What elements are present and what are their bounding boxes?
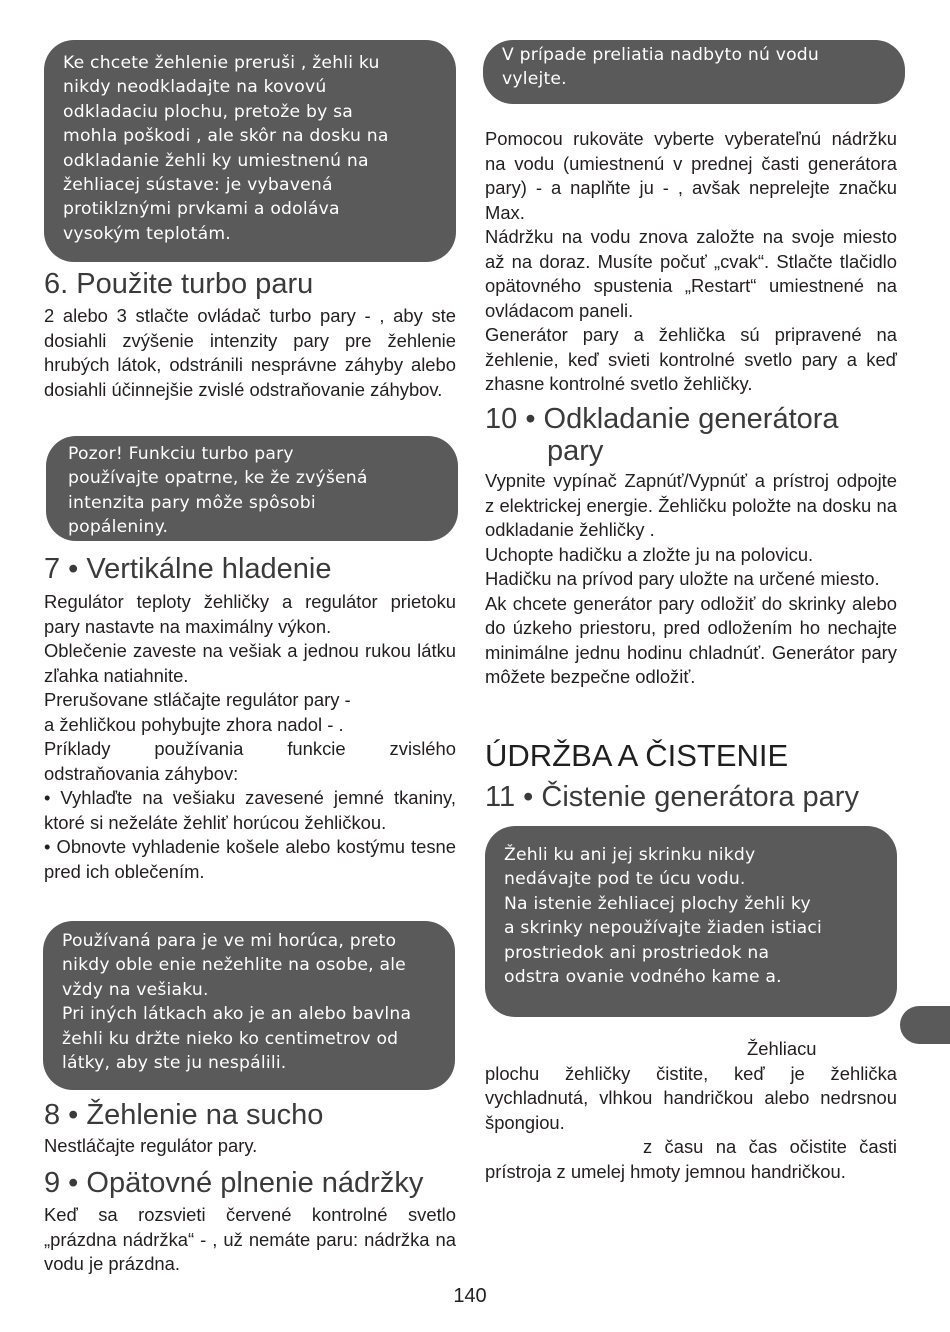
section-7-bullet-1: • Vyhlaďte na vešiaku zavesené jemné tkaniny, ktoré si neželáte žehliť horúcou žehličkou. — [44, 787, 456, 833]
section-10-body — [485, 469, 897, 690]
section-7-paragraph-2: Oblečenie zaveste na vešiak a jednou rukou látku zľahka natiahnite. — [44, 640, 456, 686]
section-10-paragraph-4: Ak chcete generátor pary odložiť do skrinky alebo do úzkeho priestoru, pred odložením ho nechajte minimálne jednu hodinu chladnúť. Generátor pary môžete bezpečne odložiť. — [485, 592, 897, 687]
section-10-paragraph-1: Vypnite vypínač Zapnúť/Vypnúť a prístroj odpojte z elektrickej energie. Žehličku položte na dosku na odkladanie žehličky . — [485, 470, 897, 540]
section-10-heading-wrap — [485, 403, 897, 467]
section-8-title: 8 • Žehlenie na sucho — [44, 1099, 324, 1131]
note-box-overfill — [483, 40, 905, 104]
section-10-title: 10 • Odkladanie generátora pary — [485, 403, 839, 467]
section-7-paragraph-4: a žehličkou pohybujte zhora nadol - . — [44, 713, 344, 735]
section-10-paragraph-2: Uchopte hadičku a zložte ju na polovicu. — [485, 543, 814, 565]
note-hot-steam-text: Používaná para je ve mi horúca, preto nikdy oble enie nežehlite na osobe, ale vždy na vešiaku. Pri iných látkach ako je an alebo bavlna žehli ku držte nieko ko centimetrov od látky, aby ste ju nespálili. — [62, 931, 412, 1074]
section-9-body — [44, 1203, 456, 1277]
note-box-turbo-warning — [46, 436, 458, 541]
section-7-paragraph-1: Regulátor teploty žehličky a regulátor prietoku pary nastavte na maximálny výkon. — [44, 591, 456, 637]
note-overfill-text: V prípade preliatia nadbyto nú vodu vylejte. — [502, 45, 820, 90]
note-box-hot-steam — [43, 921, 455, 1090]
section-8-paragraph: Nestláčajte regulátor pary. — [44, 1135, 258, 1156]
section-7-title: 7 • Vertikálne hladenie — [44, 553, 332, 585]
refill-paragraph-3: Generátor pary a žehlička sú pripravené na žehlenie, keď svieti kontrolné svetlo pary a keď zhasne kontrolné svetlo žehličky. — [485, 324, 897, 394]
section-9-title: 9 • Opätovné plnenie nádržky — [44, 1167, 424, 1199]
section-11-paragraph-1-start — [485, 1037, 897, 1062]
section-7-heading-wrap — [44, 553, 456, 585]
section-11-paragraph-1: plochu žehličky čistite, keď je žehlička vychladnutá, vlhkou handričkou alebo nedrsnou špongiou. — [485, 1062, 897, 1133]
section-11-body — [485, 1037, 897, 1184]
section-6-title: 6. Použite turbo paru — [44, 268, 314, 300]
section-11-lead-word: Žehliacu — [747, 1038, 817, 1059]
note-turbo-warning-text: Pozor! Funkciu turbo pary používajte opatrne, ke že zvýšená intenzita pary môže spôsobi popáleniny. — [68, 444, 368, 538]
main-heading-wrap — [485, 739, 897, 773]
section-7-body — [44, 590, 456, 884]
note-storage-text: Ke chcete žehlenie preruši , žehli ku nikdy neodkladajte na kovovú odkladaciu plochu, pretože by sa mohla poškodi , ale skôr na dosku na odkladanie žehli ky umiestnenú na žehliacej sústave: je vybavená protiklznými prvkami a odoláva vysokým teplotám. — [63, 53, 389, 244]
section-10-paragraph-3: Hadičku na prívod pary uložte na určené miesto. — [485, 568, 880, 589]
section-9-paragraph: Keď sa rozsvieti červené kontrolné svetlo „prázdna nádržka“ - , už nemáte paru: nádržka na vodu je prázdna. — [44, 1204, 456, 1274]
section-7-bullet-2: • Obnovte vyhladenie košele alebo kostýmu tesne pred ich oblečením. — [44, 836, 456, 882]
section-11-title: 11 • Čistenie generátora pary — [485, 781, 859, 813]
section-6-heading-wrap — [44, 268, 456, 300]
page-number: 140 — [453, 1285, 487, 1307]
note-box-cleaning — [485, 826, 897, 1017]
refill-paragraph-1: Pomocou rukoväte vyberte vyberateľnú nádržku na vodu (umiestnenú v prednej časti generátora pary) - a naplňte ju - , avšak neprelejte značku Max. — [485, 128, 897, 223]
chapter-tab-marker — [900, 1006, 950, 1044]
refill-paragraph-2: Nádržku na vodu znova založte na svoje miesto až na doraz. Musíte počuť „cvak“. Stlačte tlačidlo opätovného spustenia „Restart“ umiestnené na ovládacom paneli. — [485, 226, 897, 321]
note-box-storage — [44, 40, 456, 262]
maintenance-title: ÚDRŽBA A ČISTENIE — [485, 738, 789, 773]
section-11-heading-wrap — [485, 781, 897, 813]
section-7-paragraph-5: Príklady používania funkcie zvislého odstraňovania záhybov: — [44, 738, 456, 784]
section-11-paragraph-2: z času na čas očistite časti prístroja z umelej hmoty jemnou handričkou. — [485, 1136, 897, 1182]
section-6-paragraph: 2 alebo 3 stlačte ovládač turbo pary - , aby ste dosiahli zvýšenie intenzity pary pre žehlenie hrubých látok, odstránili nesprávne záhyby alebo dosiahli účinnejšie zvislé odstraňovanie záhybov. — [44, 305, 456, 400]
section-8-heading-wrap — [44, 1099, 456, 1131]
section-8-body — [44, 1134, 456, 1159]
section-6-body — [44, 304, 456, 402]
section-9-continued-body — [485, 127, 897, 397]
section-7-paragraph-3: Prerušovane stláčajte regulátor pary - — [44, 689, 351, 710]
note-cleaning-text: Žehli ku ani jej skrinku nikdy nedávajte pod te úcu vodu. Na istenie žehliacej plochy žehli ky a skrinky nepoužívajte žiaden istiaci prostriedok ani prostriedok na odstra ovanie vodného kame a. — [504, 845, 823, 988]
section-9-heading-wrap — [44, 1167, 456, 1199]
